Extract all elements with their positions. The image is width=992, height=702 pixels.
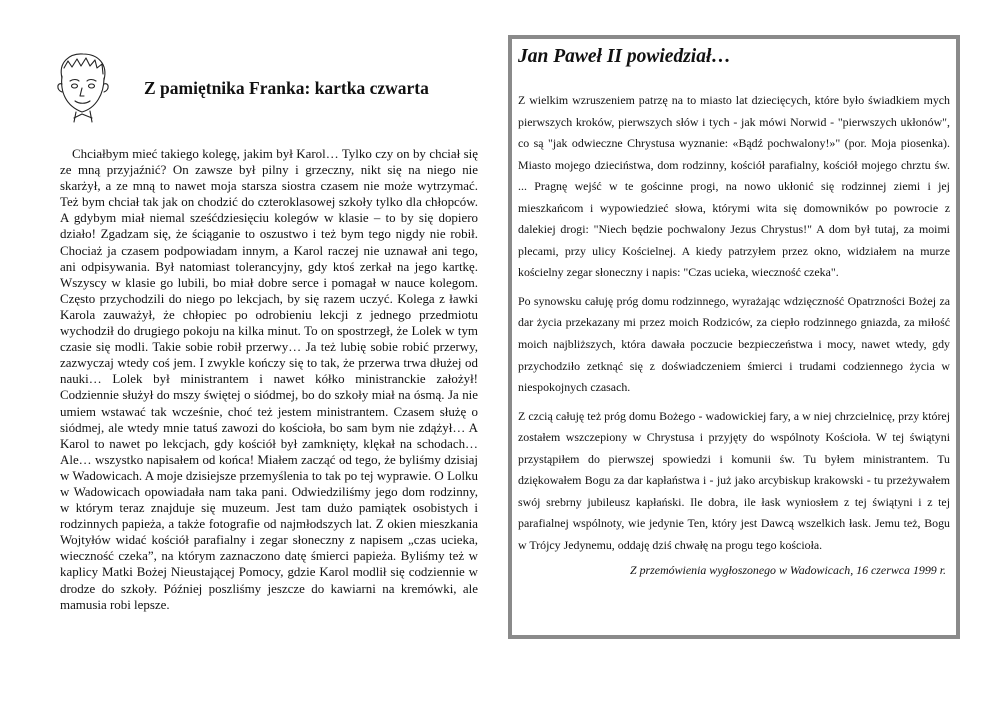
quote-paragraph-1: Z wielkim wzruszeniem patrzę na to miasto lat dziecięcych, które było świadkiem mych pierwszych kroków, pierwszych słów i tych - jak mówi Norwid - "pierwszych ukłonów", co są "jak odwieczne Chrystusa wyznanie: «Bądź pochwalony!»" (por. Moja piosenka). Miasto mojego dzieciństwa, dom rodzinny, kościół parafialny, kościół mojego chrztu św. ... Pragnę wejść w te gościnne progi, na nowo ukłonić się rodzinnej ziemi i jej mieszkańcom i wypowiedzieć słowa, którymi wita się domowników po powrocie z dalekiej drogi: "Niech będzie pochwalony Jezus Chrystus!" A dom był tutaj, za moimi plecami, przy ulicy Kościelnej. A kiedy patrzyłem przez okno, widziałem na murze kościelny zegar słoneczny i napis: "Czas ucieka, wieczność czeka". [518, 93, 950, 280]
article-body: Chciałbym mieć takiego kolegę, jakim był Karol… Tylko czy on by chciał się ze mną przyjaźnić? On zawsze był pilny i grzeczny, nikt się na niego nie skarżył, a ze mną to nawet moja starsza siostra czasem nie może wytrzymać. Też bym chciał tak jak on chodzić do czteroklasowej szkoły tylko dla chłopców. A gdybym miał niemal sześćdziesięciu kolegów w klasie – to by się dopiero działo! Zgadzam się, że ściąganie to oszustwo i też bym tego nigdy nie robił. Chociaż ja czasem podpowiadam innym, a Karol raczej nie uznawał ani tego, ani odpisywania. Był natomiast tolerancyjny, gdy ktoś zerkał na jego kartkę. Wszyscy w klasie go lubili, bo miał dobre serce i pomagał w nauce kolegom. Często przychodzili do niego po lekcjach, by się razem uczyć. Kolega z ławki Karola zauważył, że chłopiec po odrobieniu lekcji z jednego przedmiotu wychodził do drugiego pokoju na kilka minut. To on spostrzegł, że Lolek w tym czasie się modli. Takie sobie robił przerwy… Ja też lubię sobie robić przerwy, zazwyczaj wtedy coś jem. I zwykle kończy się to tak, że przerwa trwa dłużej od nauki… Lolek był ministrantem i nawet kółko ministranckie założył! Codziennie służył do mszy świętej o siódmej, bo do szkoły miał na ósmą. Ja nie umiem wstawać tak wcześnie, choć też jestem ministrantem. Czasem służę o siódmej, ale wtedy mnie tatuś zawozi do kościoła, bo sam bym nie zdążył… A Karol to nawet po lekcjach, gdy kościół był zamknięty, klękał na schodach… Ale… wszystko napisałem od końca! Miałem zacząć od tego, że byliśmy dzisiaj w Wadowicach. A moje dzisiejsze przemyślenia to tak po tej wyprawie. O Lolku w Wadowicach opowiadała nam taka pani. Odwiedziliśmy jego dom rodzinny, w którym teraz znajduje się muzeum. Jest tam dużo pamiątek osobistych i rodzinnych papieża, a także fotografie od najmłodszych lat. Z okien mieszkania Wojtyłów widać kościół parafialny i zegar słoneczny z napisem „czas ucieka, wieczność czeka”, na którym zaznaczono datę śmierci papieża. Byliśmy też w kaplicy Matki Bożej Nieustającej Pomocy, gdzie Karol modlił się codziennie w drodze do szkoły. Później poszliśmy jeszcze do kawiarni na kremówki, ale mamusia robi lepsze. [60, 146, 478, 612]
quote-source: Z przemówienia wygłoszonego w Wadowicach, 16 czerwca 1999 r. [630, 563, 946, 578]
boy-portrait-illustration [48, 48, 116, 124]
quote-paragraph-3: Z czcią całuję też próg domu Bożego - wadowickiej fary, a w niej chrzcielnicę, przy której zostałem wszczepiony w Chrystusa i przyjęty do wspólnoty Kościoła. W tej świątyni przystąpiłem do pierwszej spowiedzi i komunii św. Tu byłem ministrantem. Tu dziękowałem Bogu za dar kapłaństwa i - już jako arcybiskup krakowski - tu przeżywałem swój srebrny jubileusz kapłański. Ile dobra, ile łask wyniosłem z tej świątyni i z tej parafialnej wspólnoty, wie jedynie Ten, który jest Dawcą wszelkich łask. Jemu też, Bogu w Trójcy Jedynemu, oddaję dziś chwałę na progu tego kościoła. [518, 408, 950, 552]
quote-box [508, 35, 960, 639]
article-title: Z pamiętnika Franka: kartka czwarta [144, 78, 429, 98]
quote-paragraph-2: Po synowsku całuję próg domu rodzinnego, wyrażając wdzięczność Opatrzności Bożej za dar życia przekazany mi przez moich Rodziców, za ciepło rodzinnego gniazda, za miłość moich najbliższych, która dawała poczucie bezpieczeństwa i mocy, nawet wtedy, gdy przychodziło zetknąć się z doświadczeniem śmierci i trudami codziennego życia w niespokojnych czasach. [518, 293, 950, 395]
quote-box-title: Jan Paweł II powiedział… [518, 46, 731, 67]
